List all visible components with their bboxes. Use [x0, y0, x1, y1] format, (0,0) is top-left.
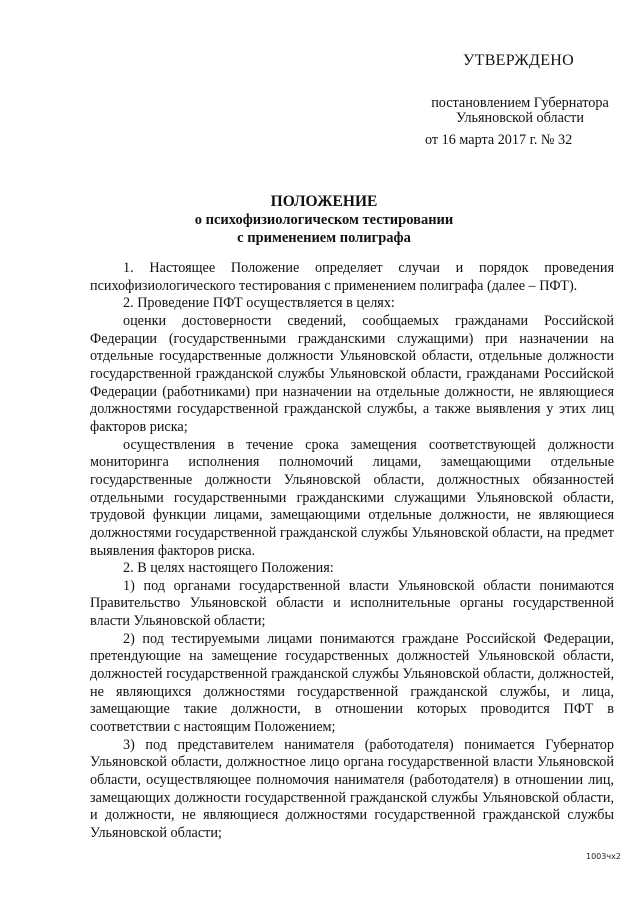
- approval-stamp: [0, 0, 640, 160]
- title-line-1: ПОЛОЖЕНИЕ: [270, 193, 378, 210]
- paragraph: 1. Настоящее Положение определяет случаи и порядок проведения психофизиологического тестирования с применением полиграфа (далее – ПФТ).: [90, 260, 614, 294]
- approved-heading: УТВЕРЖДЕНО: [463, 52, 575, 69]
- paragraph: 2. Проведение ПФТ осуществляется в целях:: [123, 295, 395, 312]
- page-code: 1003чх2: [586, 852, 621, 861]
- paragraph: 3) под представителем нанимателя (работодателя) понимается Губернатор Ульяновской области, должностное лицо органа государственной власти Ульяновской области, осуществляющее полномочия нанимателя (работодателя) в отношении лиц, замещающих должности государственной гражданской службы Ульяновской области, и должности, не являющиеся должностями государственной гражданской службы Ульяновской области;: [90, 736, 614, 841]
- paragraph: 2) под тестируемыми лицами понимаются граждане Российской Федерации, претендующие на замещение государственных должностей Ульяновской области, должностей государственной гражданской службы Ульяновской области, должностей, не являющихся должностями государственной гражданской службы, и лица, замещающие такие должности, в отношении которых проводится ПФТ в соответствии с настоящим Положением;: [90, 630, 614, 736]
- paragraph: осуществления в течение срока замещения соответствующей должности мониторинга исполнения полномочий лицами, замещающими отдельные государственные должности Ульяновской области, должностных обязанностей отдельными государственными гражданскими служащими Ульяновской области, трудовой функции лицами, замещающими отдельные должности, не являющиеся должностями государственной гражданской службы Ульяновской области, на предмет выявления факторов риска.: [90, 436, 614, 559]
- document-body: [90, 260, 614, 843]
- title-line-3: с применением полиграфа: [237, 230, 411, 246]
- decree-line-2: Ульяновской области: [456, 110, 584, 126]
- paragraph: 2. В целях настоящего Положения:: [123, 560, 334, 577]
- decree-reference: [420, 96, 620, 126]
- paragraph: оценки достоверности сведений, сообщаемых гражданами Российской Федерации (государственными гражданскими служащими) при назначении на отдельные государственные должности Ульяновской области, отдельные должности государственной гражданской службы Ульяновской области, гражданами Российской Федерации (работниками) при назначении на отдельные должности, не являющиеся должностями государственной гражданской службы, а также выявления у этих лиц факторов риска;: [90, 312, 614, 435]
- title-line-2: о психофизиологическом тестировании: [194, 212, 454, 228]
- decree-date: от 16 марта 2017 г. № 32: [425, 132, 573, 148]
- paragraph: 1) под органами государственной власти Ульяновской области понимаются Правительство Ульяновской области и исполнительные органы государственной власти Ульяновской области;: [90, 577, 614, 630]
- decree-line-1: постановлением Губернатора: [431, 95, 609, 111]
- document-title: [0, 193, 640, 247]
